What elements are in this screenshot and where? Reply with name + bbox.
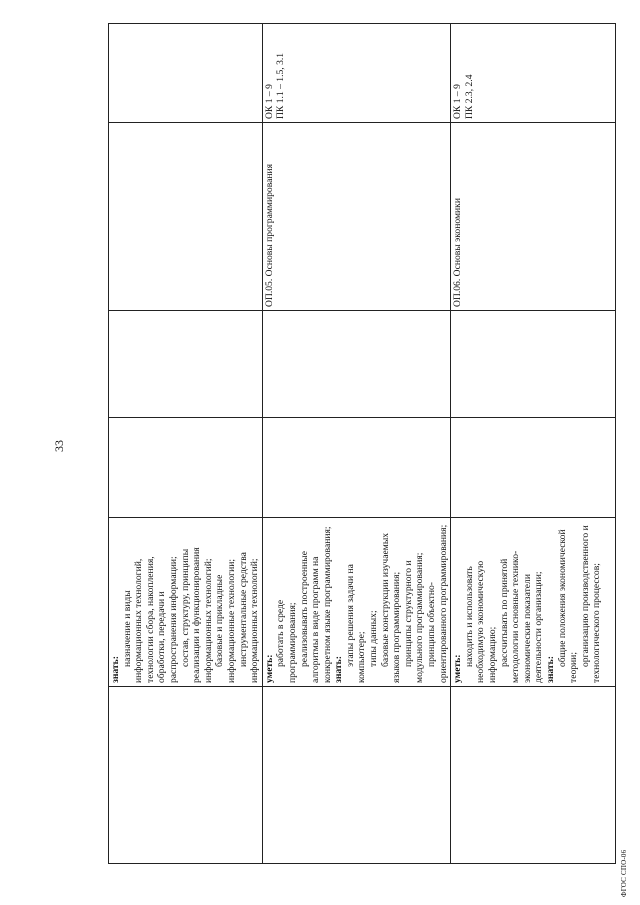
hours-cell [262,311,451,418]
competence-line: базовые конструкции изучаемых языков программирования; [379,532,403,683]
competence-line: этапы решения задачи на компьютере; [344,564,368,683]
discipline-cell: ОП.06. Основы экономики [451,123,616,311]
codes-cell: ОК 1 – 9 ПК 2.3, 2.4 [451,24,616,123]
table-row [262,24,451,864]
row-index-cell [451,687,616,864]
competence-line: инструментальные средства информационных технологий; [237,552,261,683]
competence-cell [262,518,451,687]
competence-line: принципы структурного и модульного программирования; [402,552,426,683]
competence-line: общие положения экономической теории; [556,529,580,683]
curriculum-table [108,23,616,864]
competence-line: назначение и виды информационных технологий, технологии сбора, накопления, обработки, передачи и распространения информации; [121,556,179,683]
discipline-cell: ОП.05. Основы программирования [262,123,451,311]
competence-cell [109,518,263,687]
footer-mark: ФГОС СПО-06 [620,849,628,897]
hours-cell [451,311,616,418]
codes-cell: ОК 1 – 9 ПК 1.1 – 1.5, 3.1 [262,24,451,123]
hours-cell [262,418,451,518]
discipline-cell [109,123,263,311]
table-row [451,24,616,864]
competence-line: знать: [333,656,345,683]
row-index-cell [262,687,451,864]
page-number: 33 [52,440,66,452]
codes-cell [109,24,263,123]
row-index-cell [109,687,263,864]
competence-line: рассчитывать по принятой методологии основные технико-экономические показатели деятельности организации; [498,550,545,683]
competence-line: уметь: [452,654,464,683]
competence-line: организацию производственного и технологического процессов; [579,525,603,683]
competence-line: работать в среде программирования; [275,599,298,683]
competence-line: базовые и прикладные информационные технологии; [214,558,237,683]
competence-line: принципы объектно-ориентированного программирования; [426,524,449,683]
competence-line: типы данных; [368,610,380,667]
hours-cell [109,311,263,418]
competence-line: уметь: [263,654,275,683]
competence-line: знать: [110,656,121,683]
competence-line: находить и использовать необходимую экономическую информацию; [463,560,498,683]
competence-line: состав, структуру, принципы реализации и функционирования информационных технологий; [179,547,214,683]
table-row [109,24,263,864]
competence-cell [451,518,616,687]
competence-line: реализовывать построенные алгоритмы в виде программ на конкретном языке программирования; [298,526,333,683]
hours-cell [109,418,263,518]
competence-line: знать: [544,656,556,683]
hours-cell [451,418,616,518]
